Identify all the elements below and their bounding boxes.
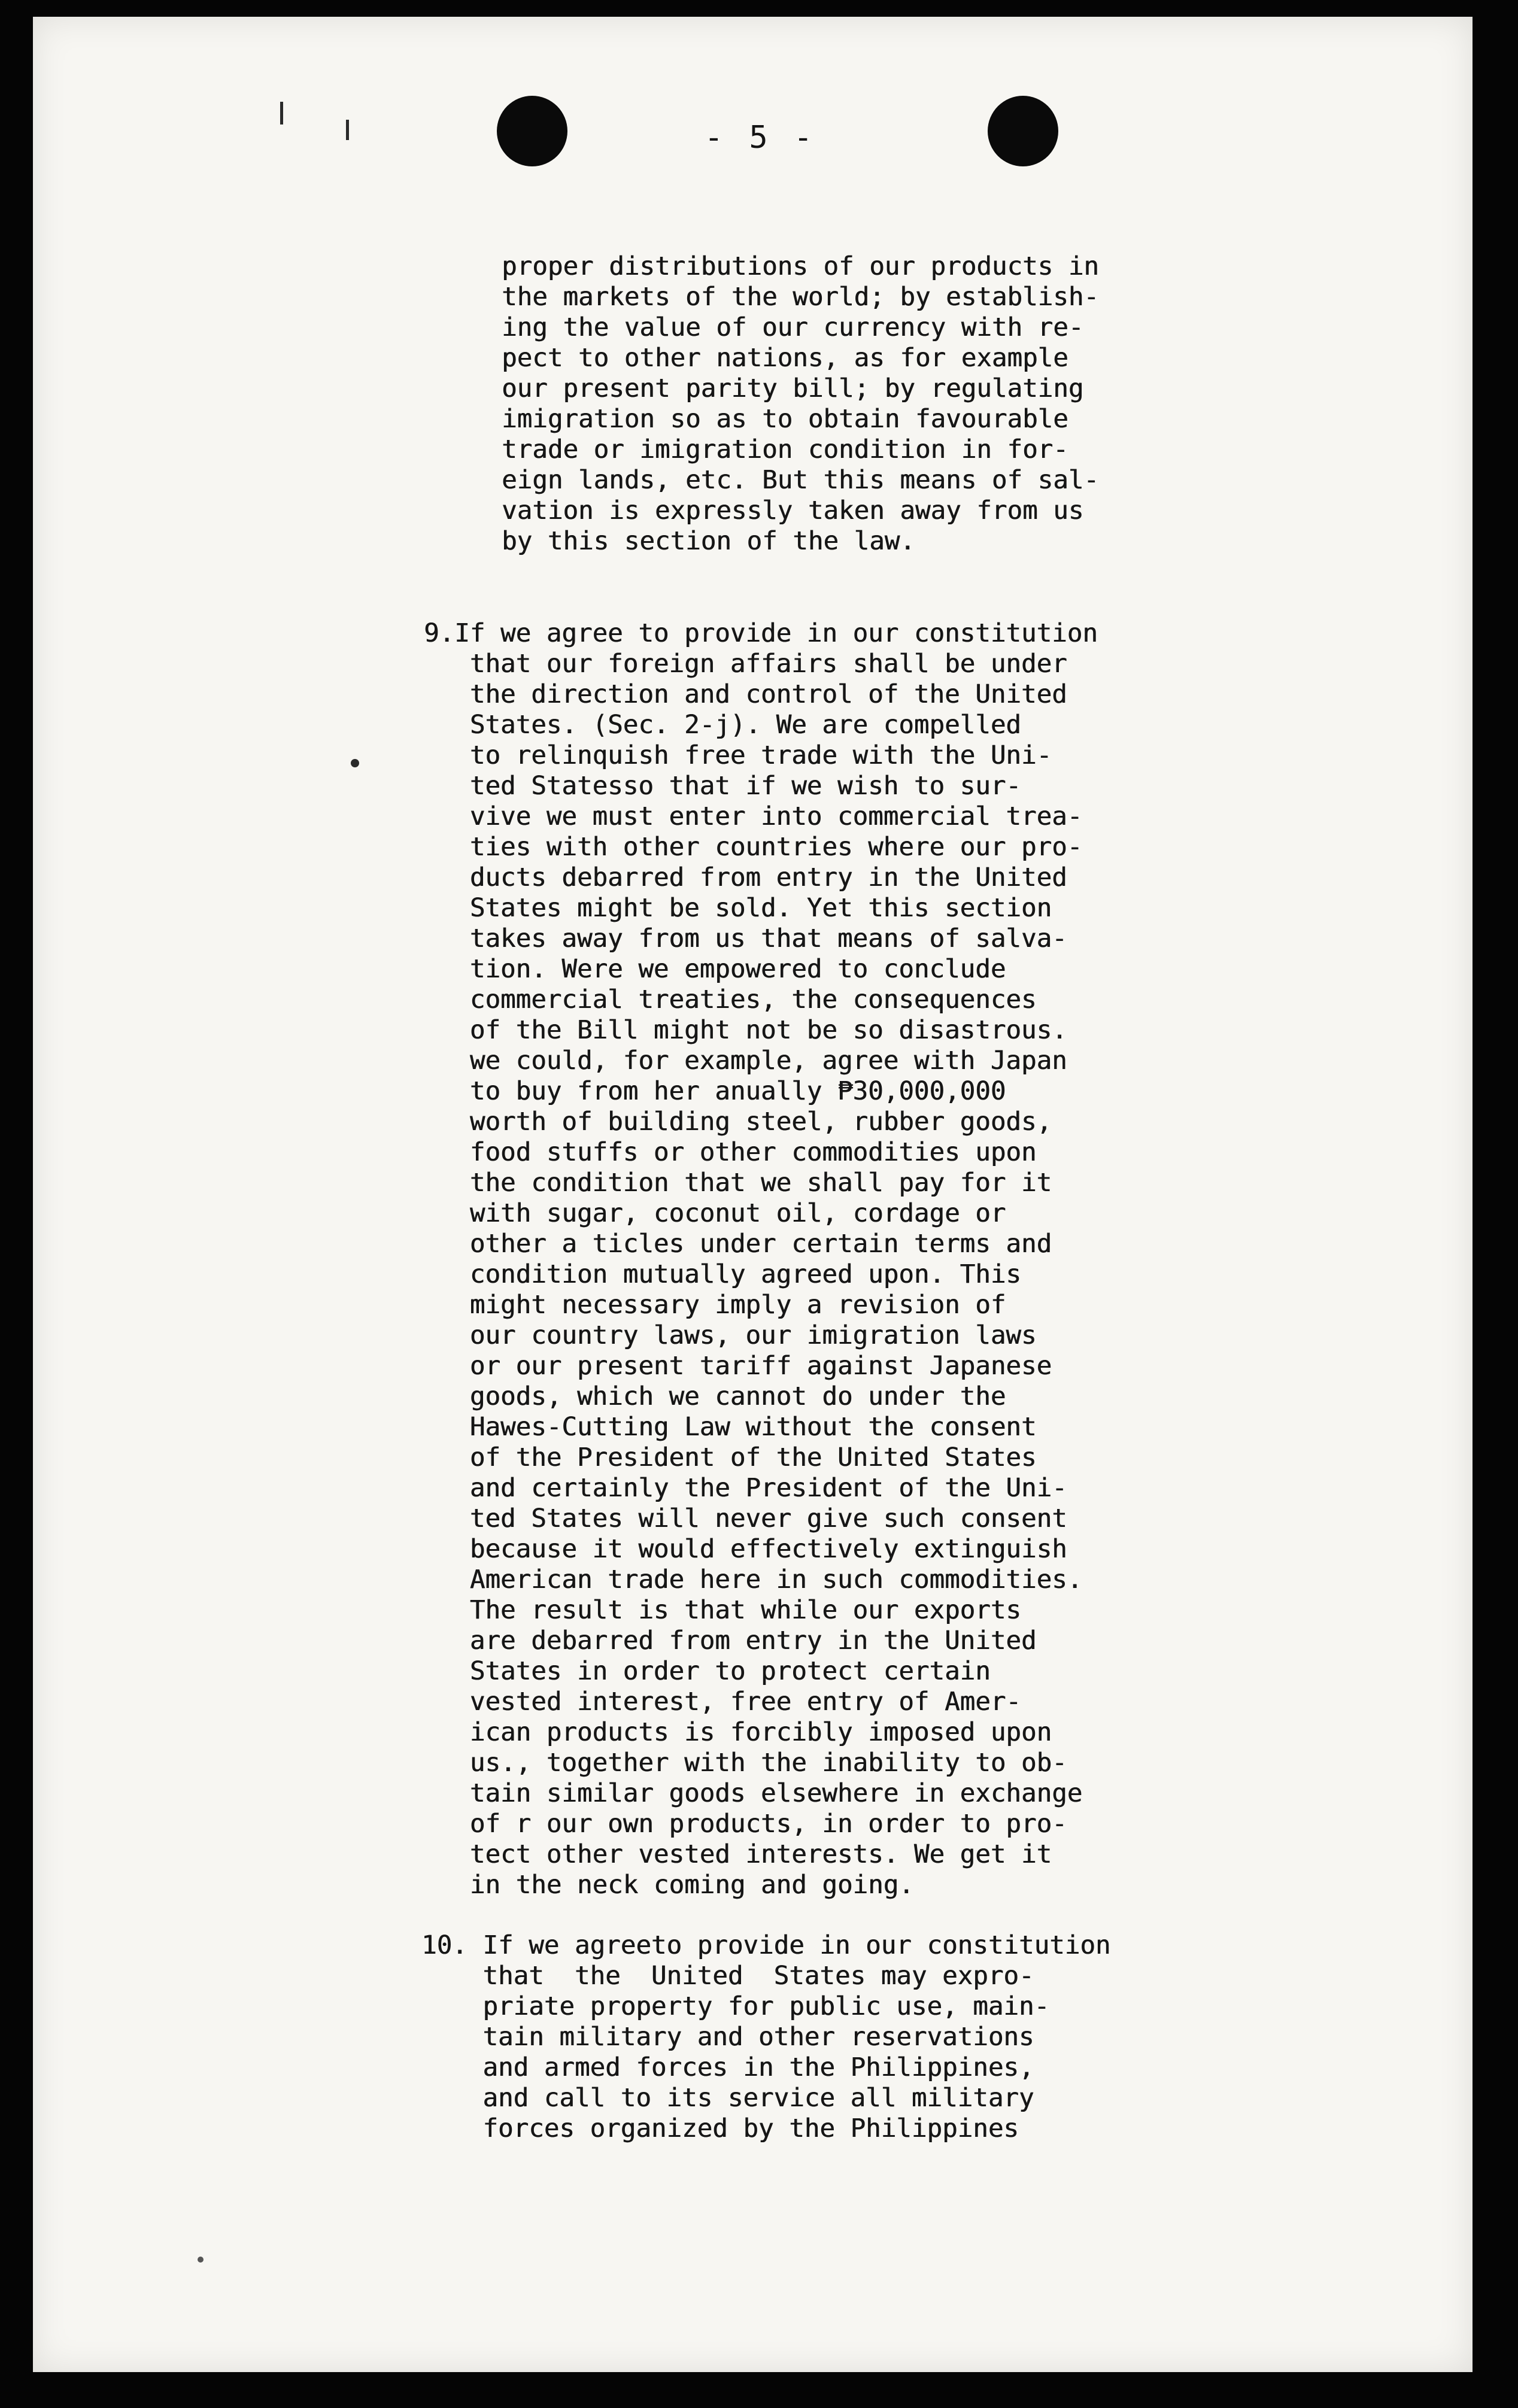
paragraph-item-10 bbox=[421, 1930, 1110, 2144]
punch-hole-left bbox=[497, 96, 567, 166]
scan-mark bbox=[280, 102, 283, 125]
text-line: tect other vested interests. We get it bbox=[424, 1840, 1052, 1869]
text-line: other a ticles under certain terms and bbox=[424, 1229, 1052, 1259]
text-line: that our foreign affairs shall be under bbox=[424, 649, 1067, 679]
text-line: of r our own products, in order to pro- bbox=[424, 1809, 1067, 1839]
text-line: eign lands, etc. But this means of sal- bbox=[502, 466, 1099, 495]
text-line: condition mutually agreed upon. This bbox=[424, 1260, 1021, 1289]
text-line: forces organized by the Philippines bbox=[421, 2114, 1019, 2143]
text-line: to relinquish free trade with the Uni- bbox=[424, 741, 1052, 770]
scan-mark bbox=[346, 120, 349, 140]
text-line: our country laws, our imigration laws bbox=[424, 1321, 1037, 1350]
text-line: ties with other countries where our pro- bbox=[424, 833, 1083, 862]
text-line: The result is that while our exports bbox=[424, 1596, 1021, 1625]
text-line: food stuffs or other commodities upon bbox=[424, 1138, 1037, 1167]
text-line: American trade here in such commodities. bbox=[424, 1565, 1083, 1595]
text-line: States in order to protect certain bbox=[424, 1657, 991, 1686]
text-line: takes away from us that means of salva- bbox=[424, 924, 1067, 954]
text-line: commercial treaties, the consequences bbox=[424, 985, 1037, 1015]
text-line: ducts debarred from entry in the United bbox=[424, 863, 1067, 892]
text-line: with sugar, coconut oil, cordage or bbox=[424, 1199, 1006, 1228]
text-line: Hawes-Cutting Law without the consent bbox=[424, 1413, 1037, 1442]
text-line: vested interest, free entry of Amer- bbox=[424, 1687, 1021, 1717]
ink-dot bbox=[351, 759, 359, 767]
text-line: vation is expressly taken away from us bbox=[502, 496, 1084, 526]
text-line: trade or imigration condition in for- bbox=[502, 435, 1068, 464]
text-line: ted Statesso that if we wish to sur- bbox=[424, 772, 1021, 801]
text-line: by this section of the law. bbox=[502, 527, 915, 556]
paragraph-continuation bbox=[502, 251, 1099, 557]
ink-dot bbox=[198, 2257, 204, 2263]
text-line: might necessary imply a revision of bbox=[424, 1290, 1006, 1320]
text-line: ted States will never give such consent bbox=[424, 1504, 1067, 1534]
text-line: and armed forces in the Philippines, bbox=[421, 2053, 1034, 2082]
text-line: of the President of the United States bbox=[424, 1443, 1037, 1472]
text-line: ing the value of our currency with re- bbox=[502, 313, 1084, 342]
page-number: - 5 - bbox=[704, 120, 816, 156]
text-line: States might be sold. Yet this section bbox=[424, 894, 1052, 923]
text-line: 9.If we agree to provide in our constitution bbox=[424, 619, 1098, 648]
text-line: tain similar goods elsewhere in exchange bbox=[424, 1779, 1083, 1808]
text-line: because it would effectively extinguish bbox=[424, 1535, 1067, 1564]
text-line: are debarred from entry in the United bbox=[424, 1626, 1037, 1656]
text-line: goods, which we cannot do under the bbox=[424, 1382, 1006, 1411]
text-line: vive we must enter into commercial trea- bbox=[424, 802, 1083, 831]
text-line: in the neck coming and going. bbox=[424, 1870, 914, 1900]
text-line: pect to other nations, as for example bbox=[502, 344, 1068, 373]
text-line: imigration so as to obtain favourable bbox=[502, 405, 1068, 434]
text-line: worth of building steel, rubber goods, bbox=[424, 1107, 1052, 1137]
text-line: States. (Sec. 2-j). We are compelled bbox=[424, 710, 1021, 740]
text-line: tain military and other reservations bbox=[421, 2023, 1034, 2052]
text-line: us., together with the inability to ob- bbox=[424, 1748, 1067, 1778]
punch-hole-right bbox=[988, 96, 1058, 166]
text-line: and certainly the President of the Uni- bbox=[424, 1474, 1067, 1503]
text-line: tion. Were we empowered to conclude bbox=[424, 955, 1006, 984]
text-line: and call to its service all military bbox=[421, 2084, 1034, 2113]
text-line: of the Bill might not be so disastrous. bbox=[424, 1016, 1067, 1045]
text-line: our present parity bill; by regulating bbox=[502, 374, 1084, 403]
text-line: we could, for example, agree with Japan bbox=[424, 1046, 1067, 1076]
text-line: or our present tariff against Japanese bbox=[424, 1352, 1052, 1381]
text-line: that the United States may expro- bbox=[421, 1961, 1034, 1991]
text-line: the markets of the world; by establish- bbox=[502, 283, 1099, 312]
paragraph-item-9 bbox=[424, 618, 1098, 1900]
text-line: ican products is forcibly imposed upon bbox=[424, 1718, 1052, 1747]
text-line: priate property for public use, main- bbox=[421, 1992, 1050, 2021]
text-line: 10. If we agreeto provide in our constitution bbox=[421, 1931, 1111, 1960]
text-line: the condition that we shall pay for it bbox=[424, 1168, 1052, 1198]
text-line: the direction and control of the United bbox=[424, 680, 1067, 709]
text-line: proper distributions of our products in bbox=[502, 252, 1099, 281]
text-line: to buy from her anually ₱30,000,000 bbox=[424, 1077, 1006, 1106]
